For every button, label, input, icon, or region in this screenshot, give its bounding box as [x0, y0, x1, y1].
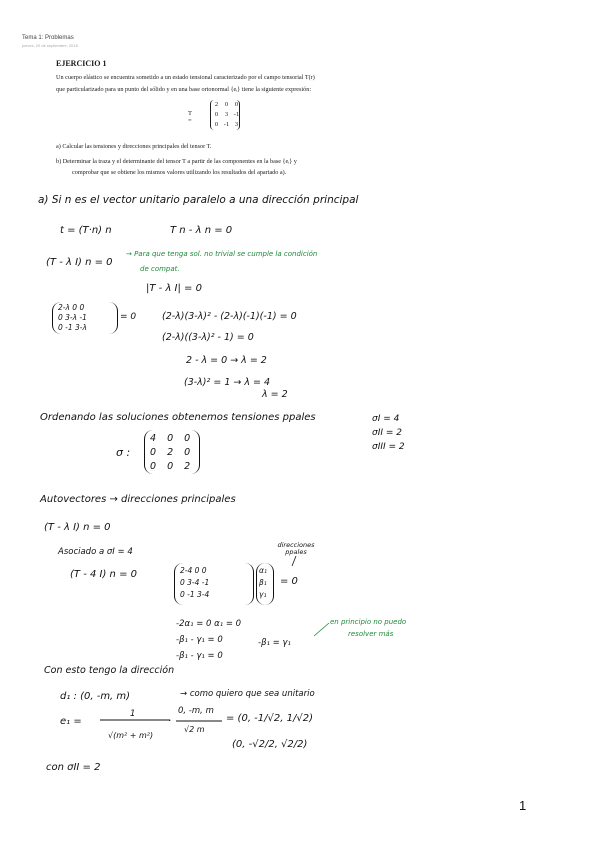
document-header-subtitle: jueves, 20 de septiembre, 2018 — [22, 43, 78, 48]
char-eq-4: (3-λ)² = 1 → λ = 4 — [184, 377, 271, 388]
direction-arrow — [292, 556, 296, 566]
green-note-condition: → Para que tenga sol. no trivial se cumple la condición — [126, 250, 318, 258]
char-eq-1: (2-λ)(3-λ)² - (2-λ)(-1)(-1) = 0 — [162, 311, 297, 322]
sigma-matrix-label: σ : — [116, 446, 131, 459]
principal-stress-2: σII = 2 — [372, 428, 403, 438]
determinant-equals: = 0 — [120, 312, 137, 322]
note-principal-directions: direcciones ppales — [277, 541, 315, 556]
sigma-cell: 2 — [167, 447, 178, 458]
char-eq-4b: λ = 2 — [262, 389, 288, 400]
system-matrix-row: 0 -1 3-4 — [180, 590, 210, 599]
statement-line-1: Un cuerpo elástico se encuentra sometido a un estado tensional caracterizado por el campo tensorial T(r) — [56, 74, 315, 81]
sigma-cell: 0 — [167, 461, 178, 472]
fraction-times: · — [168, 716, 172, 727]
matrix-cell: 3 — [224, 111, 229, 118]
determinant-row: 0 3-λ -1 — [58, 313, 87, 322]
matrix-cell: 0 — [224, 101, 229, 108]
system-equation-2: -β₁ - γ₁ = 0 — [176, 635, 223, 645]
vector-component: β₁ — [259, 578, 267, 587]
note-direction-line: Con esto tengo la dirección — [44, 665, 175, 676]
green-note-compat: de compat. — [140, 265, 180, 273]
matrix-cell: 2 — [214, 101, 219, 108]
question-b-line-1: b) Determinar la traza y el determinante del tensor T a partir de las componentes en la base {eᵢ} y — [56, 158, 297, 165]
sigma-cell: 4 — [150, 433, 161, 444]
note-eq-system-2: (T - λ I) n = 0 — [44, 522, 111, 533]
note-eq-eigen: T n - λ n = 0 — [170, 225, 233, 236]
system-matrix-row: 2-4 0 0 — [180, 566, 207, 575]
note-eq-determinant: |T - λ I| = 0 — [146, 283, 202, 294]
principal-stress-3: σIII = 2 — [372, 442, 405, 452]
green-note-solve-more: resolver más — [348, 630, 394, 638]
unit-vector-lhs: e₁ = — [60, 716, 82, 727]
page-number: 1 — [519, 798, 527, 813]
note-order-line: Ordenando las soluciones obtenemos tensiones ppales — [40, 412, 316, 423]
fraction2-denominator: √2 m — [184, 725, 205, 734]
note-assoc-line: Asociado a σI = 4 — [58, 547, 133, 557]
determinant-row: 2-λ 0 0 — [58, 303, 85, 312]
green-arrow — [314, 623, 329, 636]
fraction2-numerator: 0, -m, m — [178, 706, 214, 716]
system-result: -β₁ = γ₁ — [258, 638, 291, 648]
note-eq-t-minus-4: (T - 4 I) n = 0 — [70, 569, 137, 580]
system-equation-1: -2α₁ = 0 α₁ = 0 — [176, 619, 242, 629]
vector-component: α₁ — [259, 566, 267, 575]
principal-stress-1: σI = 4 — [372, 414, 400, 424]
determinant-row: 0 -1 3-λ — [58, 323, 87, 332]
unit-vector-result-1: = (0, -1/√2, 1/√2) — [226, 713, 313, 724]
fraction-numerator: 1 — [130, 709, 136, 719]
note-eq-traction: t = (T·n) n — [60, 225, 112, 236]
question-a: a) Calcular las tensiones y direcciones principales del tensor T. — [56, 143, 212, 150]
note-eigen-line: Autovectores → direcciones principales — [40, 494, 236, 505]
sigma-cell: 0 — [150, 447, 161, 458]
statement-line-2: que particularizado para un punto del sólido y en una base ortonormal {eᵢ} tiene la siguiente expresión: — [56, 86, 312, 93]
fraction-denominator: √(m² + m²) — [108, 731, 154, 740]
system-equals-zero: = 0 — [280, 576, 298, 587]
document-header-title: Tema 1: Problemas — [22, 35, 74, 41]
matrix-cell: -1 — [223, 121, 230, 128]
vector-component: γ₁ — [259, 590, 267, 599]
matrix-cell: 0 — [214, 111, 219, 118]
char-eq-3: 2 - λ = 0 → λ = 2 — [186, 355, 267, 366]
system-equation-3: -β₁ - γ₁ = 0 — [176, 651, 223, 661]
matrix-cell: 0 — [214, 121, 219, 128]
question-b-line-2: comprobar que se obtiene los mismos valores utilizando los resultados del apartado a). — [72, 169, 287, 176]
exercise-title: EJERCICIO 1 — [56, 59, 107, 68]
unit-vector-result-2: (0, -√2/2, √2/2) — [232, 739, 308, 750]
system-matrix-row: 0 3-4 -1 — [180, 578, 210, 587]
note-line-a: a) Si n es el vector unitario paralelo a una dirección principal — [38, 194, 359, 206]
sigma-cell: 0 — [150, 461, 161, 472]
sigma-cell: 0 — [167, 433, 178, 444]
direction-vector: d₁ : (0, -m, m) — [60, 691, 131, 702]
char-eq-2: (2-λ)((3-λ)² - 1) = 0 — [162, 332, 254, 343]
green-note-cannot-solve: en principio no puedo — [330, 618, 407, 626]
matrix-cell: 0 — [234, 101, 239, 108]
matrix-cell: 3 — [234, 121, 239, 128]
note-unit-vector: → como quiero que sea unitario — [180, 689, 315, 699]
sigma-cell: 0 — [184, 447, 195, 458]
sigma-cell: 2 — [184, 461, 195, 472]
sigma-cell: 0 — [184, 433, 195, 444]
matrix-label: T = — [188, 110, 192, 124]
note-eq-system: (T - λ I) n = 0 — [46, 257, 113, 268]
note-con-sigma-2: con σII = 2 — [46, 762, 101, 773]
matrix-cell: -1 — [233, 111, 240, 118]
